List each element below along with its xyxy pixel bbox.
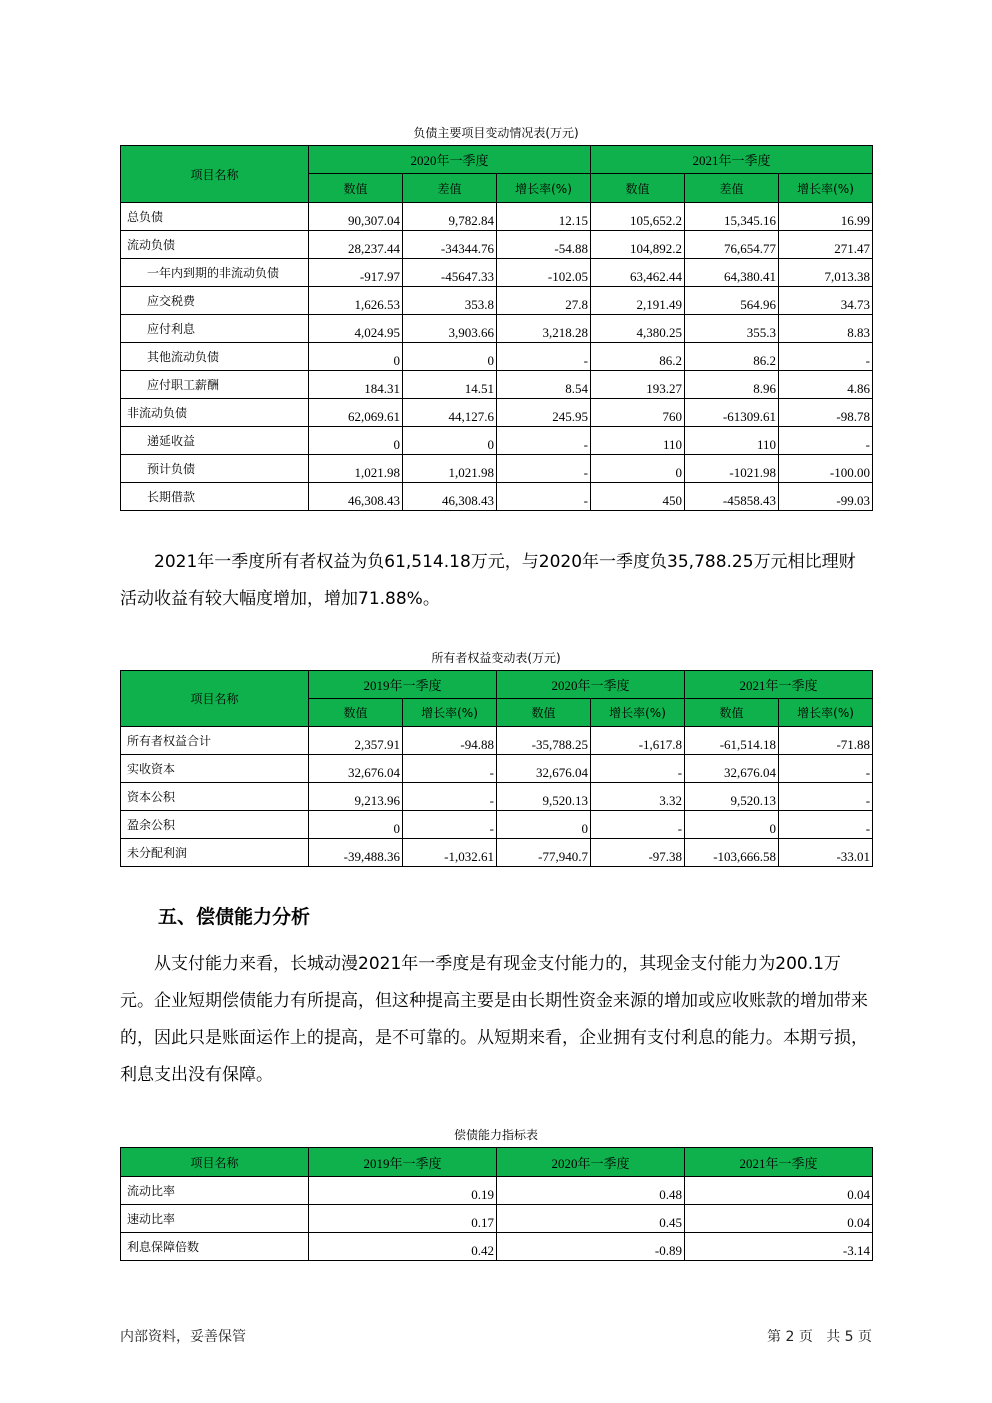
row-label: 实收资本 (121, 755, 309, 783)
period-header: 2019年一季度 (309, 671, 497, 699)
table-cell: 27.8 (497, 287, 591, 315)
table-row (121, 455, 873, 483)
row-label: 总负债 (121, 203, 309, 231)
row-label: 预计负债 (121, 455, 309, 483)
table-cell: -61,514.18 (685, 727, 779, 755)
table-cell: - (403, 755, 497, 783)
table-cell: 0.17 (309, 1205, 497, 1233)
table-cell: - (779, 783, 873, 811)
table-cell: 0.45 (497, 1205, 685, 1233)
table-row (121, 259, 873, 287)
table-cell: - (497, 455, 591, 483)
column-header: 差值 (685, 174, 779, 203)
table-cell: 76,654.77 (685, 231, 779, 259)
table-cell: - (591, 755, 685, 783)
table-cell: -3.14 (685, 1233, 873, 1261)
table-row (121, 727, 873, 755)
period-header: 2021年一季度 (591, 146, 873, 174)
table-cell: 0.04 (685, 1177, 873, 1205)
table-cell: 28,237.44 (309, 231, 403, 259)
table-cell: 450 (591, 483, 685, 511)
period-header: 2020年一季度 (309, 146, 591, 174)
table-cell: 3.32 (591, 783, 685, 811)
table-cell: - (779, 755, 873, 783)
row-label: 所有者权益合计 (121, 727, 309, 755)
row-label: 其他流动负债 (121, 343, 309, 371)
table-cell: 0 (591, 455, 685, 483)
column-header: 增长率(%) (591, 699, 685, 727)
table-cell: 184.31 (309, 371, 403, 399)
row-label: 一年内到期的非流动负债 (121, 259, 309, 287)
equity-table (120, 670, 873, 867)
table-cell: -99.03 (779, 483, 873, 511)
table-cell: 15,345.16 (685, 203, 779, 231)
table-cell: -103,666.58 (685, 839, 779, 867)
table-cell: 0 (309, 343, 403, 371)
table-cell: 90,307.04 (309, 203, 403, 231)
table-row (121, 287, 873, 315)
table-row (121, 427, 873, 455)
period-header: 2019年一季度 (309, 1148, 497, 1177)
row-label: 长期借款 (121, 483, 309, 511)
row-label: 应付职工薪酬 (121, 371, 309, 399)
row-label: 流动负债 (121, 231, 309, 259)
table-cell: 0 (403, 343, 497, 371)
table-cell: 9,520.13 (685, 783, 779, 811)
table-row (121, 399, 873, 427)
table-cell: 110 (685, 427, 779, 455)
equity-table-caption: 所有者权益变动表(万元) (431, 651, 561, 665)
solvency-paragraph: 从支付能力来看，长城动漫2021年一季度是有现金支付能力的，其现金支付能力为200.1万元。企业短期偿债能力有所提高，但这种提高主要是由长期性资金来源的增加或应收账款的增加带来的，因此只是账面运作上的提高，是不可靠的。从短期来看，企业拥有支付利息的能力。本期亏损，利息支出没有保障。 (120, 954, 868, 1085)
table-cell: 0.19 (309, 1177, 497, 1205)
row-label: 盈余公积 (121, 811, 309, 839)
table-row (121, 203, 873, 231)
period-header: 2020年一季度 (497, 1148, 685, 1177)
table-cell: -94.88 (403, 727, 497, 755)
table-cell: 1,626.53 (309, 287, 403, 315)
table-cell: 1,021.98 (309, 455, 403, 483)
table-cell: 62,069.61 (309, 399, 403, 427)
table-cell: - (779, 427, 873, 455)
column-header: 数值 (685, 699, 779, 727)
table-cell: 9,520.13 (497, 783, 591, 811)
table-row (121, 839, 873, 867)
table-cell: 46,308.43 (309, 483, 403, 511)
table-cell: 32,676.04 (685, 755, 779, 783)
table-cell: 8.54 (497, 371, 591, 399)
table-cell: 353.8 (403, 287, 497, 315)
table-cell: -1021.98 (685, 455, 779, 483)
table-cell: - (403, 811, 497, 839)
column-header: 数值 (591, 174, 685, 203)
table-cell: 104,892.2 (591, 231, 685, 259)
table-cell: 9,782.84 (403, 203, 497, 231)
period-header: 2021年一季度 (685, 671, 873, 699)
table-cell: 86.2 (591, 343, 685, 371)
table-cell: 0.48 (497, 1177, 685, 1205)
table-cell: 0.04 (685, 1205, 873, 1233)
table-cell: 0 (497, 811, 591, 839)
table-row (121, 811, 873, 839)
table-cell: -34344.76 (403, 231, 497, 259)
table-cell: - (403, 783, 497, 811)
table-cell: -45647.33 (403, 259, 497, 287)
table-cell: -35,788.25 (497, 727, 591, 755)
table-cell: - (779, 811, 873, 839)
table-row (121, 1177, 873, 1205)
item-name-header: 项目名称 (121, 1148, 309, 1177)
table-cell: -71.88 (779, 727, 873, 755)
table-cell: - (497, 483, 591, 511)
section-heading: 五、偿债能力分析 (158, 906, 311, 928)
liabilities-table-caption: 负债主要项目变动情况表(万元) (413, 126, 579, 140)
table-cell: 14.51 (403, 371, 497, 399)
row-label: 未分配利润 (121, 839, 309, 867)
table-row (121, 1205, 873, 1233)
table-cell: 0 (403, 427, 497, 455)
table-cell: 3,218.28 (497, 315, 591, 343)
table-cell: -0.89 (497, 1233, 685, 1261)
item-name-header: 项目名称 (121, 671, 309, 727)
table-cell: 0 (309, 811, 403, 839)
table-cell: -917.97 (309, 259, 403, 287)
table-cell: -33.01 (779, 839, 873, 867)
table-cell: 1,021.98 (403, 455, 497, 483)
table-cell: -1,032.61 (403, 839, 497, 867)
table-row (121, 231, 873, 259)
table-cell: 271.47 (779, 231, 873, 259)
table-cell: 4,024.95 (309, 315, 403, 343)
table-cell: 44,127.6 (403, 399, 497, 427)
table-cell: 32,676.04 (497, 755, 591, 783)
table-cell: 4.86 (779, 371, 873, 399)
table-cell: -39,488.36 (309, 839, 403, 867)
row-label: 应交税费 (121, 287, 309, 315)
table-cell: - (779, 343, 873, 371)
period-header: 2020年一季度 (497, 671, 685, 699)
column-header: 数值 (309, 699, 403, 727)
table-cell: -100.00 (779, 455, 873, 483)
table-cell: 32,676.04 (309, 755, 403, 783)
table-row (121, 343, 873, 371)
table-cell: 193.27 (591, 371, 685, 399)
table-row (121, 483, 873, 511)
table-cell: 110 (591, 427, 685, 455)
table-cell: 8.96 (685, 371, 779, 399)
table-cell: -61309.61 (685, 399, 779, 427)
table-cell: 63,462.44 (591, 259, 685, 287)
table-row (121, 1233, 873, 1261)
table-cell: 86.2 (685, 343, 779, 371)
table-cell: -54.88 (497, 231, 591, 259)
solvency-table (120, 1147, 873, 1261)
table-cell: 8.83 (779, 315, 873, 343)
equity-summary-paragraph: 2021年一季度所有者权益为负61,514.18万元，与2020年一季度负35,788.25万元相比理财活动收益有较大幅度增加，增加71.88%。 (120, 552, 856, 609)
table-cell: 34.73 (779, 287, 873, 315)
table-cell: 9,213.96 (309, 783, 403, 811)
table-row (121, 371, 873, 399)
footer-confidential-note: 内部资料，妥善保管 (120, 1329, 246, 1345)
row-label: 流动比率 (121, 1177, 309, 1205)
table-cell: 105,652.2 (591, 203, 685, 231)
table-cell: 760 (591, 399, 685, 427)
table-row (121, 755, 873, 783)
footer-page-number: 第 2 页 共 5 页 (767, 1329, 872, 1345)
table-cell: -1,617.8 (591, 727, 685, 755)
table-cell: 12.15 (497, 203, 591, 231)
table-cell: 4,380.25 (591, 315, 685, 343)
table-cell: 7,013.38 (779, 259, 873, 287)
table-cell: -97.38 (591, 839, 685, 867)
row-label: 速动比率 (121, 1205, 309, 1233)
table-cell: - (497, 343, 591, 371)
column-header: 增长率(%) (497, 174, 591, 203)
row-label: 资本公积 (121, 783, 309, 811)
table-cell: 2,191.49 (591, 287, 685, 315)
column-header: 增长率(%) (403, 699, 497, 727)
column-header: 数值 (309, 174, 403, 203)
row-label: 递延收益 (121, 427, 309, 455)
table-cell: 64,380.41 (685, 259, 779, 287)
row-label: 应付利息 (121, 315, 309, 343)
table-cell: 245.95 (497, 399, 591, 427)
table-cell: -98.78 (779, 399, 873, 427)
table-cell: 0 (309, 427, 403, 455)
column-header: 增长率(%) (779, 699, 873, 727)
table-cell: 2,357.91 (309, 727, 403, 755)
table-cell: - (497, 427, 591, 455)
column-header: 差值 (403, 174, 497, 203)
table-row (121, 783, 873, 811)
column-header: 数值 (497, 699, 591, 727)
period-header: 2021年一季度 (685, 1148, 873, 1177)
row-label: 利息保障倍数 (121, 1233, 309, 1261)
table-cell: 46,308.43 (403, 483, 497, 511)
table-cell: 0.42 (309, 1233, 497, 1261)
table-cell: 564.96 (685, 287, 779, 315)
table-cell: -45858.43 (685, 483, 779, 511)
column-header: 增长率(%) (779, 174, 873, 203)
table-cell: 355.3 (685, 315, 779, 343)
table-cell: 16.99 (779, 203, 873, 231)
table-cell: 0 (685, 811, 779, 839)
table-cell: -102.05 (497, 259, 591, 287)
item-name-header: 项目名称 (121, 146, 309, 203)
table-row (121, 315, 873, 343)
liabilities-table (120, 145, 873, 511)
row-label: 非流动负债 (121, 399, 309, 427)
table-cell: -77,940.7 (497, 839, 591, 867)
table-cell: - (591, 811, 685, 839)
solvency-table-caption: 偿债能力指标表 (453, 1128, 538, 1142)
table-cell: 3,903.66 (403, 315, 497, 343)
